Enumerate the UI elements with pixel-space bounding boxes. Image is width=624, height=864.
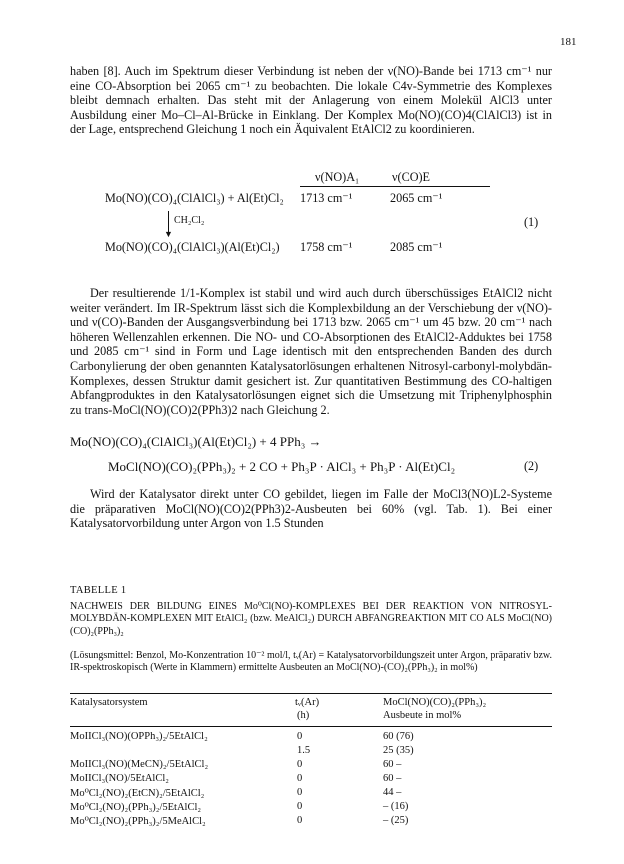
- paragraph-2: Der resultierende 1/1-Komplex ist stabil und wird auch durch überschüssiges EtAlCl2 nicht weiter verändert. Im IR-Spektrum lässt sich die Komplexbildung an der Verschiebung der ν(NO)- und ν(CO)-Banden der Ausgangsverbindung bei 1713 bzw. 2065 cm⁻¹ um 45 bzw. 20 cm⁻¹ nach höheren Wellenzahlen erkennen. Die NO- und CO-Absorptionen des EtAlCl2-Adduktes bei 1758 und 2085 cm⁻¹ sind in Form und Lage identisch mit den entsprechenden Banden des durch Carbonylierung der oben genannten Katalysatorlösungen erhaltenen Nitrosyl-carbonyl-molybdän-Komplexes, dessen Struktur damit gesichert ist. Zur quantitativen Bestimmung des CO-haltigen Abfangproduktes in den Katalysatorlösungen eignet sich die Umsetzung mit Triphenylphosphin zu trans-MoCl(NO)(CO)2(PPh3)2 nach Gleichung 2.: [70, 286, 552, 417]
- table-row-5-system: Mo⁰Cl₂(NO)₂(EtCN)₂/5EtAlCl₂: [70, 788, 205, 799]
- page-number: 181: [560, 36, 577, 48]
- eq1-header-co: ν(CO)E: [392, 170, 431, 184]
- table-row-5-time: 0: [297, 787, 303, 798]
- table-row-7-system: Mo⁰Cl₂(NO)₂(PPh₃)₂/5MeAlCl₂: [70, 816, 206, 827]
- table-row-1-system: MoIICl₃(NO)(OPPh₃)₂/5EtAlCl₂: [70, 731, 208, 742]
- table-row-1-yield: 60 (76): [383, 731, 414, 742]
- table-header-time: tᵥ(Ar): [295, 697, 320, 708]
- table-row-7-yield: – (25): [383, 815, 409, 826]
- table-row-4-yield: 60 –: [383, 773, 402, 784]
- eq1-number: (1): [524, 215, 539, 229]
- eq1-arrow-head: ▼: [164, 229, 173, 239]
- eq2-line2: MoCl(NO)(CO)₂(PPh₃)₂ + 2 CO + Ph₃P · AlCl₃ + Ph₃P · Al(Et)Cl₂: [108, 459, 456, 474]
- eq1-solvent: CH₂Cl₂: [174, 215, 205, 226]
- table-row-4-time: 0: [297, 773, 303, 784]
- eq1-header-no: ν(NO)A₁: [315, 170, 360, 184]
- table-row-3-time: 0: [297, 759, 303, 770]
- table-row-5-yield: 44 –: [383, 787, 402, 798]
- table-label: TABELLE 1: [70, 585, 127, 596]
- table-header-product: MoCl(NO)(CO)₂(PPh₃)₂: [383, 697, 487, 708]
- eq1-reactant-no: 1713 cm⁻¹: [300, 191, 353, 205]
- eq1-reactant-co: 2065 cm⁻¹: [390, 191, 443, 205]
- table-row-1-time: 0: [297, 731, 303, 742]
- table-top-rule: [70, 693, 552, 694]
- table-row-7-time: 0: [297, 815, 303, 826]
- table-row-2-time: 1.5: [297, 745, 311, 756]
- eq1-reactants: Mo(NO)(CO)₄(ClAlCl₃) + Al(Et)Cl₂: [105, 191, 284, 205]
- table-title: NACHWEIS DER BILDUNG EINES Mo⁰Cl(NO)-KOMPLEXES BEI DER REAKTION VON NITROSYL-MOLYBDÄN-KOMPLEXEN MIT EtAlCl₂ (bzw. MeAlCl₂) DURCH ABFANGREAKTION MIT CO ALS MoCl(NO)(CO)₂(PPh₃)₂: [70, 601, 552, 637]
- table-row-3-system: MoIICl₃(NO)(MeCN)₂/5EtAlCl₂: [70, 759, 209, 770]
- table-note: (Lösungsmittel: Benzol, Mo-Konzentration 10⁻² mol/l, tᵥ(Ar) = Katalysatorvorbildungszeit unter Argon, präparativ bzw. IR-spektroskopisch (Werte in Klammern) ermittelte Ausbeuten an MoCl(NO)-(CO)₂(PPh₃)₂ in mol%): [70, 650, 552, 674]
- table-header-rule: [70, 726, 552, 727]
- table-header-system: Katalysatorsystem: [70, 697, 148, 708]
- paragraph-1: haben [8]. Auch im Spektrum dieser Verbindung ist neben der ν(NO)-Bande bei 1713 cm⁻¹ nur eine CO-Absorption bei 2065 cm⁻¹ zu beobachten. Die lokale C4v-Symmetrie des Komplexes bleibt demnach erhalten. Das steht mit der Anlagerung von einem Molekül AlCl3 unter Ausbildung einer Mo–Cl–Al-Brücke in Einklang. Der Komplex Mo(NO)(CO)4(ClAlCl3) ist in der Lage, entsprechend Gleichung 1 noch ein Äquivalent EtAlCl2 zu koordinieren.: [70, 64, 552, 137]
- eq1-product-co: 2085 cm⁻¹: [390, 240, 443, 254]
- table-row-4-system: MoIICl₃(NO)/5EtAlCl₂: [70, 773, 169, 784]
- table-row-6-system: Mo⁰Cl₂(NO)₂(PPh₃)₂/5EtAlCl₂: [70, 802, 202, 813]
- table-header-yield: Ausbeute in mol%: [383, 710, 462, 721]
- table-row-2-yield: 25 (35): [383, 745, 414, 756]
- eq1-product: Mo(NO)(CO)₄(ClAlCl₃)(Al(Et)Cl₂): [105, 240, 280, 254]
- table-row-3-yield: 60 –: [383, 759, 402, 770]
- table-header-time-unit: (h): [297, 710, 310, 721]
- eq2-number: (2): [524, 459, 539, 473]
- eq1-header-rule: [300, 186, 490, 187]
- paragraph-3: Wird der Katalysator direkt unter CO gebildet, liegen im Falle der MoCl3(NO)L2-Systeme die präparativen MoCl(NO)(CO)2(PPh3)2-Ausbeuten bei 60% (vgl. Tab. 1). Bei einer Katalysatorvorbildung unter Argon von 1.5 Stunden: [70, 487, 552, 531]
- eq2-line1: Mo(NO)(CO)₄(ClAlCl₃)(Al(Et)Cl₂) + 4 PPh₃ →: [70, 434, 322, 449]
- eq1-product-no: 1758 cm⁻¹: [300, 240, 353, 254]
- table-row-6-yield: – (16): [383, 801, 409, 812]
- table-row-6-time: 0: [297, 801, 303, 812]
